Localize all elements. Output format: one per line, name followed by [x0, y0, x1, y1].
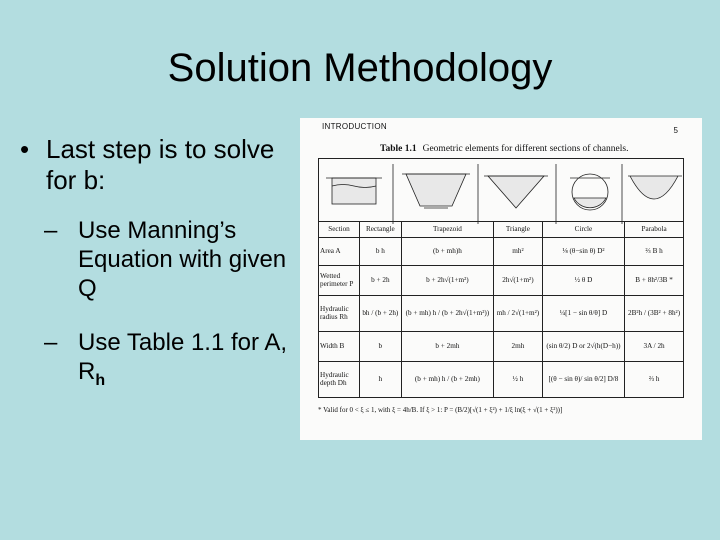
table-row: [319, 238, 684, 266]
scan-page-number: 5: [673, 126, 678, 135]
bullet-marker: •: [20, 134, 30, 164]
table-row: [319, 332, 684, 362]
table-cell: b: [360, 332, 402, 362]
table-cell: (b + mh) h / (b + 2h√(1+m²)): [401, 296, 493, 332]
geometric-elements-table: [318, 221, 684, 398]
bullet-item: [20, 134, 299, 196]
table-cell: ½ θ D: [542, 266, 624, 296]
bullet-text: Last step is to solve for b:: [46, 134, 275, 195]
column-header: Rectangle: [360, 222, 402, 238]
row-label: Hydraulic depth Dh: [319, 362, 360, 398]
table-cell: ⅔ h: [625, 362, 684, 398]
sub-bullet-text-main: Use Table 1.1 for A, R: [78, 329, 288, 385]
sub-bullet-marker: –: [44, 329, 58, 356]
sub-bullet-marker: –: [44, 217, 58, 244]
table-cell: ¼[1 − sin θ/θ] D: [542, 296, 624, 332]
column-header: Triangle: [494, 222, 543, 238]
sub-bullet-text: Use Manning’s Equation with given Q: [78, 217, 287, 302]
row-label: Hydraulic radius Rh: [319, 296, 360, 332]
table-row: [319, 266, 684, 296]
table-row: [319, 296, 684, 332]
trapezoid-section-sketch: [402, 174, 470, 208]
row-label: Area A: [319, 238, 360, 266]
table-caption-text: Geometric elements for different sections of channels.: [422, 144, 629, 154]
table-cell: [(θ − sin θ)/ sin θ/2] D/8: [542, 362, 624, 398]
parabola-section-sketch: [628, 176, 682, 199]
table-cell: b + 2h√(1+m²): [401, 266, 493, 296]
table-cell: ½ h: [494, 362, 543, 398]
scanned-table-image: [300, 118, 702, 440]
table-cell: (sin θ/2) D or 2√(h(D−h)): [542, 332, 624, 362]
table-cell: 3A / 2h: [625, 332, 684, 362]
table-cell: 2mh: [494, 332, 543, 362]
column-header: Parabola: [625, 222, 684, 238]
table-cell: b + 2mh: [401, 332, 493, 362]
table-cell: B + 8h²/3B *: [625, 266, 684, 296]
table-cell: mh²: [494, 238, 543, 266]
sub-bullet-manning: [44, 216, 294, 303]
triangle-section-sketch: [484, 176, 548, 208]
table-row: [319, 362, 684, 398]
rectangle-section-sketch: [326, 178, 382, 204]
circle-section-sketch: [570, 174, 610, 210]
table-cell: b h: [360, 238, 402, 266]
table-cell: ⅛ (θ−sin θ) D²: [542, 238, 624, 266]
slide-title: Solution Methodology: [167, 46, 553, 90]
table-cell: b + 2h: [360, 266, 402, 296]
table-cell: 2h√(1+m²): [494, 266, 543, 296]
table-cell: (b + mh) h / (b + 2mh): [401, 362, 493, 398]
channel-section-sketches: [318, 164, 684, 224]
table-cell: ⅔ B h: [625, 238, 684, 266]
sub-bullet-table: [44, 328, 294, 395]
column-header: Section: [319, 222, 360, 238]
subscript-h: h: [95, 371, 106, 389]
table-cell: bh / (b + 2h): [360, 296, 402, 332]
scan-header: INTRODUCTION: [322, 122, 387, 131]
column-header: Trapezoid: [401, 222, 493, 238]
row-label: Width B: [319, 332, 360, 362]
table-footnote: * Valid for 0 < ξ ≤ 1, with ξ = 4h/B. If ξ > 1: P = (B/2)[√(1 + ξ²) + 1/ξ ln(ξ + √(1 + ξ²))]: [318, 406, 563, 414]
table-cell: (b + mh)h: [401, 238, 493, 266]
table-cell: 2B²h / (3B² + 8h²): [625, 296, 684, 332]
table-caption-label: Table 1.1: [380, 144, 417, 154]
table-caption: [380, 144, 628, 154]
table-cell: mh / 2√(1+m²): [494, 296, 543, 332]
table-cell: h: [360, 362, 402, 398]
sub-bullet-text: [78, 328, 294, 395]
column-header: Circle: [542, 222, 624, 238]
table-header-row: [319, 222, 684, 238]
row-label: Wetted perimeter P: [319, 266, 360, 296]
